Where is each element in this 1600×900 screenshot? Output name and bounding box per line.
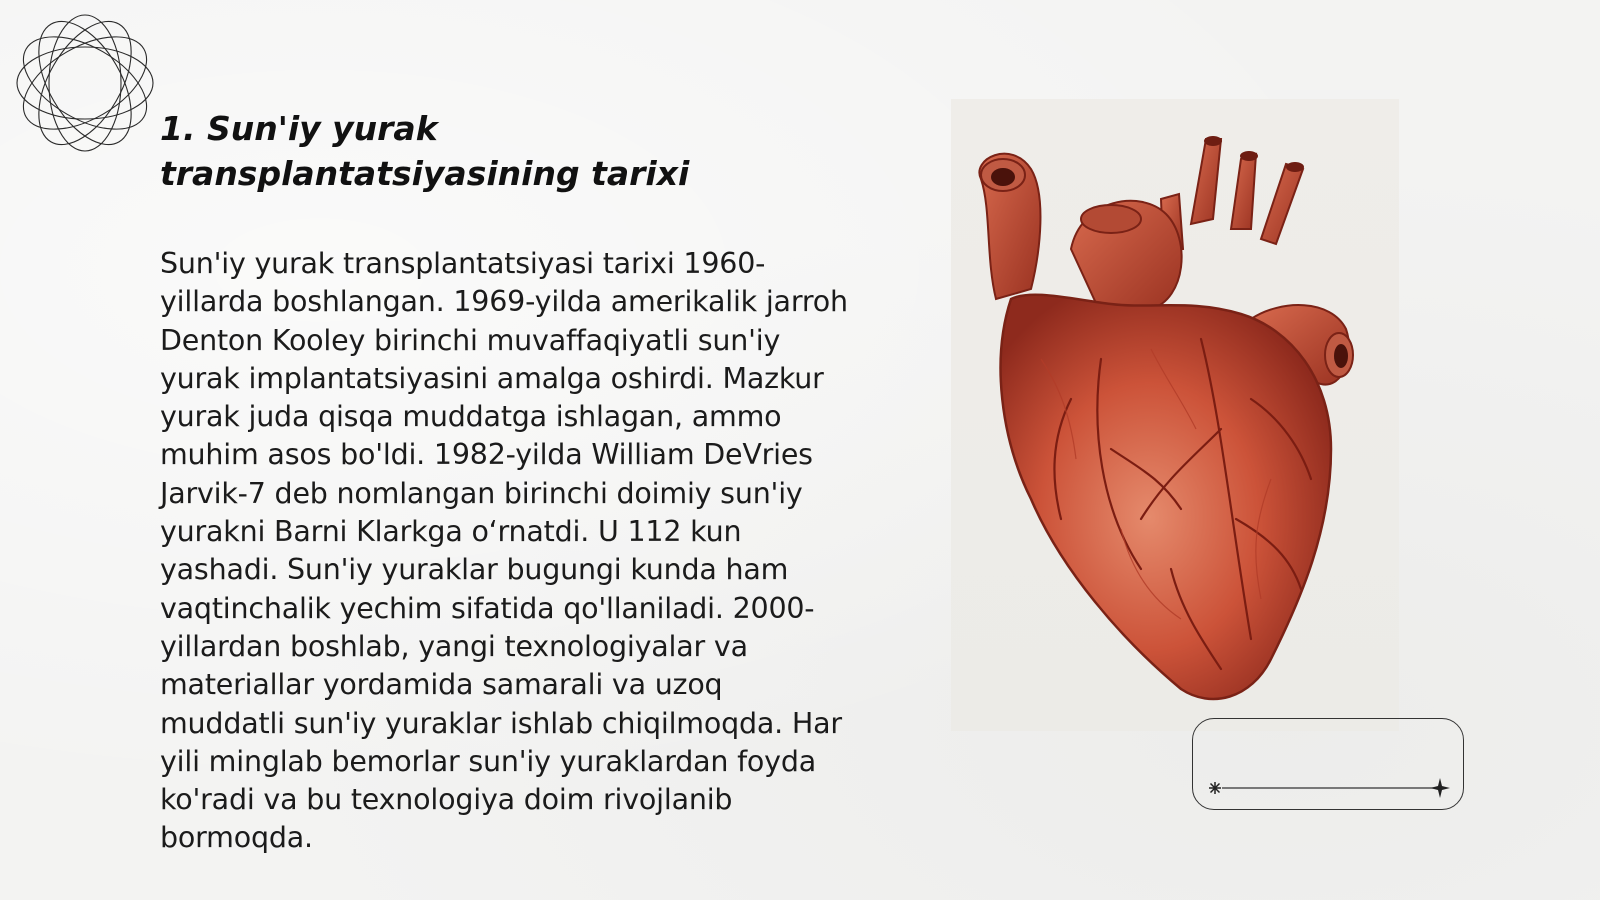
anatomical-heart-illustration: [951, 99, 1399, 731]
slide-title: 1. Sun'iy yurak transplantatsiyasining tarixi: [160, 109, 690, 193]
orbit-rings-icon: [10, 8, 160, 158]
body-paragraph: Sun'iy yurak transplantatsiyasi tarixi 1960-yillarda boshlangan. 1969-yilda amerikalik jarroh Denton Kooley birinchi muvaffaqiyatli sun'iy yurak implantatsiyasini amalga oshirdi. Mazkur yurak juda qisqa muddatga ishlagan, ammo muhim asos bo'ldi. 1982-yilda William DeVries Jarvik-7 deb nomlangan birinchi doimiy sun'iy yurakni Barni Klarkga o‘rnatdi. U 112 kun yashadi. Sun'iy yuraklar bugungi kunda ham vaqtinchalik yechim sifatida qo'llaniladi. 2000-yillardan boshlab, yangi texnologiyalar va materiallar yordamida samarali va uzoq muddatli sun'iy yuraklar ishlab chiqilmoqda. Har yili minglab bemorlar sun'iy yuraklardan foyda ko'radi va bu texnologiya doim rivojlanib bormoqda.: [160, 247, 848, 855]
heart-image: [951, 99, 1399, 731]
caption-line: [1200, 770, 1455, 800]
sparkle-icon: [1430, 778, 1450, 798]
starburst-icon: [1209, 782, 1221, 794]
